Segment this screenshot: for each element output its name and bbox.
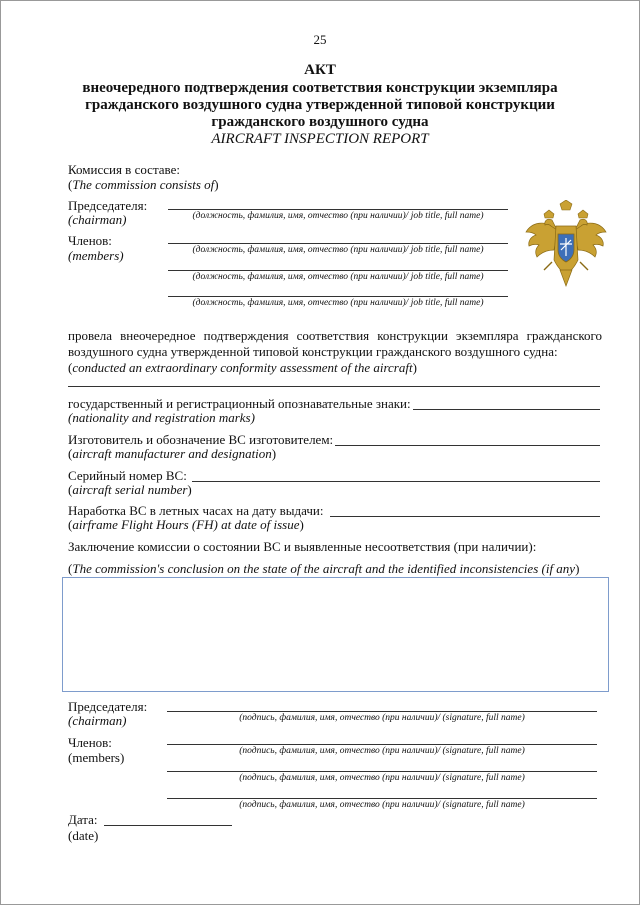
- conducted-line-3: (conducted an extraordinary conformity assessment of the aircraft): [68, 360, 417, 375]
- member-field-2[interactable]: [168, 270, 508, 271]
- sign-chairman-label: Председателя:: [68, 699, 148, 714]
- conclusion-label-en: (The commission's conclusion on the state of the aircraft and the identified inconsistencies (if any): [68, 561, 580, 576]
- member-caption-3: (должность, фамилия, имя, отчество (при наличии)/ job title, full name): [192, 298, 484, 308]
- date-field[interactable]: [104, 825, 232, 826]
- title-line-2: гражданского воздушного судна утвержденной типовой конструкции: [85, 97, 555, 113]
- member-caption-2: (должность, фамилия, имя, отчество (при наличии)/ job title, full name): [192, 272, 484, 282]
- title-line-3: гражданского воздушного судна: [211, 114, 429, 130]
- sign-chairman-field[interactable]: [167, 711, 597, 712]
- date-label-en: (date): [68, 828, 99, 843]
- member-field-3[interactable]: [168, 296, 508, 297]
- document-title: АКТ: [304, 62, 336, 78]
- sign-member-field-1[interactable]: [167, 744, 597, 745]
- members-label-en: (members): [68, 248, 124, 263]
- sign-members-label: Членов:: [68, 735, 112, 750]
- sign-member-caption-1: (подпись, фамилия, имя, отчество (при наличии)/ (signature, full name): [239, 746, 525, 756]
- sign-member-caption-2: (подпись, фамилия, имя, отчество (при наличии)/ (signature, full name): [239, 773, 525, 783]
- sign-member-caption-3: (подпись, фамилия, имя, отчество (при наличии)/ (signature, full name): [239, 800, 525, 810]
- chairman-caption: (должность, фамилия, имя, отчество (при наличии)/ job title, full name): [192, 211, 484, 221]
- nationality-label-en: (nationality and registration marks): [68, 410, 255, 425]
- conducted-line-2: воздушного судна утвержденной типовой конструкции гражданского воздушного судна:: [68, 344, 558, 359]
- chairman-field[interactable]: [168, 209, 508, 210]
- sign-members-label-en: (members): [68, 750, 125, 765]
- title-line-1: внеочередного подтверждения соответствия конструкции экземпляра: [82, 80, 558, 96]
- chairman-label: Председателя:: [68, 198, 148, 213]
- sign-chairman-label-en: (chairman): [68, 713, 127, 728]
- member-field-1[interactable]: [168, 243, 508, 244]
- title-english: AIRCRAFT INSPECTION REPORT: [211, 131, 429, 147]
- sign-member-field-3[interactable]: [167, 798, 597, 799]
- flight-hours-label-en: (airframe Flight Hours (FH) at date of issue): [68, 517, 304, 532]
- serial-field[interactable]: [192, 481, 600, 482]
- flight-hours-field[interactable]: [330, 516, 600, 517]
- chairman-label-en: (chairman): [68, 212, 127, 227]
- date-label: Дата:: [68, 812, 98, 827]
- conclusion-label: Заключение комиссии о состоянии ВС и выявленные несоответствия (при наличии):: [68, 539, 537, 554]
- members-label: Членов:: [68, 233, 112, 248]
- manufacturer-field[interactable]: [335, 445, 600, 446]
- flight-hours-label: Наработка ВС в летных часах на дату выдачи:: [68, 503, 324, 518]
- manufacturer-label-en: (aircraft manufacturer and designation): [68, 446, 277, 461]
- member-caption-1: (должность, фамилия, имя, отчество (при наличии)/ job title, full name): [192, 245, 484, 255]
- serial-label: Серийный номер ВС:: [68, 468, 187, 483]
- commission-label: Комиссия в составе:: [68, 162, 180, 177]
- page-number: 25: [313, 32, 327, 47]
- nationality-label: государственный и регистрационный опознавательные знаки:: [68, 396, 411, 411]
- sign-chairman-caption: (подпись, фамилия, имя, отчество (при наличии)/ (signature, full name): [239, 713, 525, 723]
- double-headed-eagle-emblem: [524, 200, 608, 290]
- conducted-line-1: провела внеочередное подтверждения соответствия конструкции экземпляра гражданского: [68, 328, 602, 343]
- nationality-field[interactable]: [413, 409, 600, 410]
- conclusion-textarea[interactable]: [62, 577, 609, 692]
- sign-member-field-2[interactable]: [167, 771, 597, 772]
- serial-label-en: (aircraft serial number): [68, 482, 192, 497]
- commission-label-en: (The commission consists of): [68, 177, 219, 192]
- aircraft-field[interactable]: [68, 386, 600, 387]
- manufacturer-label: Изготовитель и обозначение ВС изготовителем:: [68, 432, 334, 447]
